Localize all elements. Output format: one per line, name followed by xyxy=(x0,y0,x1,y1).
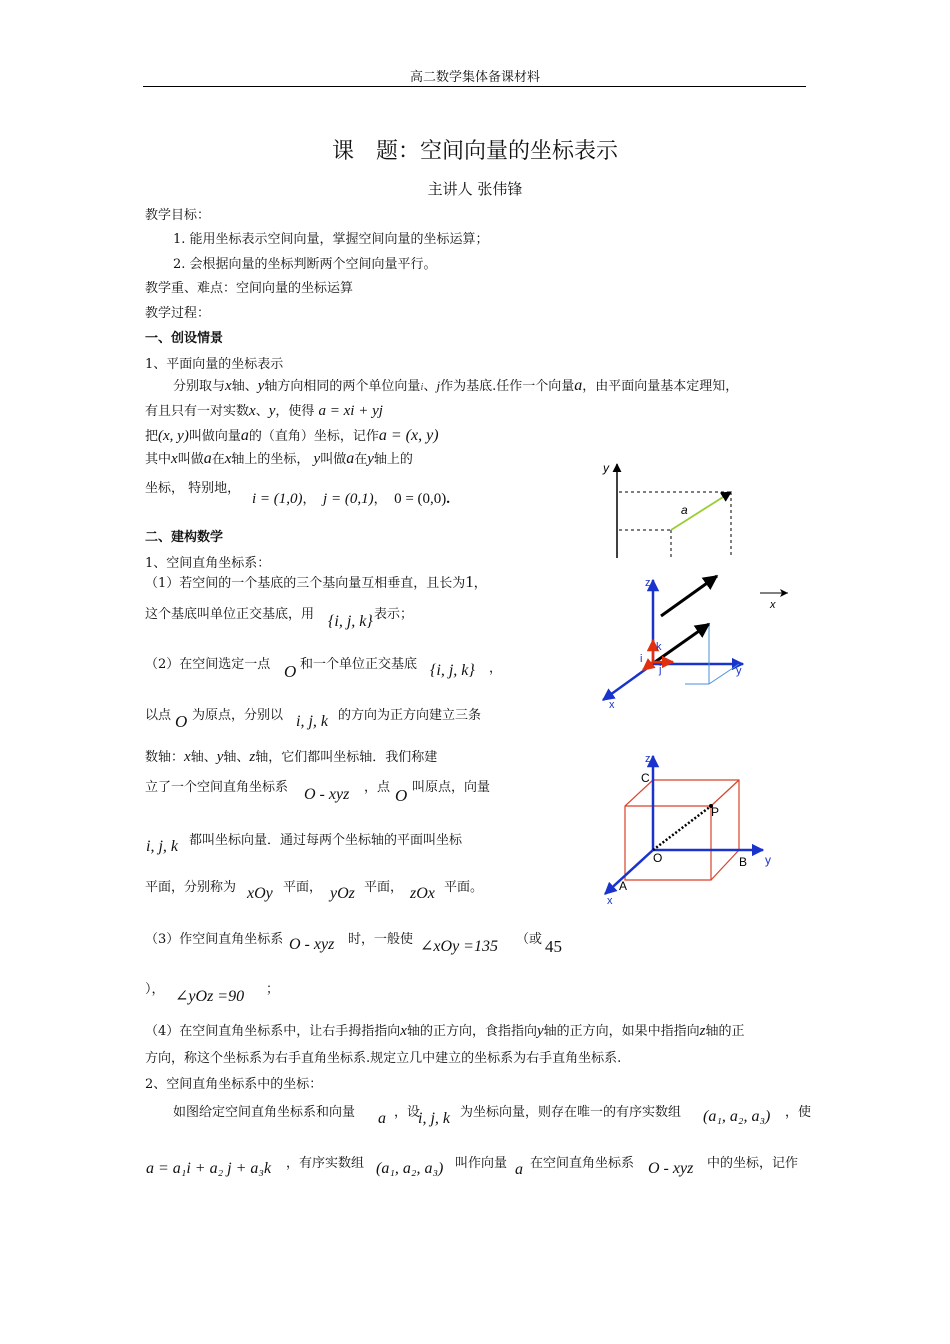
goal-item: 2. 会根据向量的坐标判断两个空间向量平行。 xyxy=(173,257,437,272)
paragraph-line: 中的坐标，记作 xyxy=(707,1156,799,1171)
vector xyxy=(655,624,709,662)
j-label: j xyxy=(659,664,662,676)
paragraph-line: （1）若空间的一个基底的三个基向量互相垂直，且长为1， xyxy=(145,572,487,591)
paragraph-line: 方向，称这个坐标系为右手直角坐标系.规定立几中建立的坐标系为右手直角坐标系. xyxy=(145,1051,622,1066)
B-label: B xyxy=(739,855,748,869)
i-label: i xyxy=(640,653,643,665)
key-points: 教学重、难点：空间向量的坐标运算 xyxy=(145,281,354,296)
coord-system-symbol: O - xyz xyxy=(648,1160,694,1177)
paragraph-line: 立了一个空间直角坐标系 xyxy=(145,780,289,795)
paragraph-line: 平面， xyxy=(364,880,404,895)
x-label: x xyxy=(770,599,776,611)
x-label: x xyxy=(607,895,613,907)
paragraph-line: ，使 xyxy=(785,1105,812,1120)
paragraph-line: （3）作空间直角坐标系 xyxy=(145,932,284,947)
paragraph-line: 时，一般使 xyxy=(348,932,414,947)
ijk-symbol: i, j, k xyxy=(418,1110,450,1127)
P-label: P xyxy=(711,805,720,819)
z-label: z xyxy=(645,577,651,589)
page-header: 高二数学集体备课材料 xyxy=(409,70,540,85)
paragraph-line: ）， xyxy=(145,982,165,997)
angle-expression: ∠xOy =135 xyxy=(420,938,498,955)
coord-system-symbol: O - xyz xyxy=(289,936,335,953)
paragraph-line: 以点 xyxy=(145,708,172,723)
y-label: y xyxy=(736,665,742,677)
paragraph-line: 这个基底叫单位正交基底，用 表示； xyxy=(145,607,414,622)
cube-edge xyxy=(711,850,739,880)
equation: a = (x, y) xyxy=(378,427,439,444)
C-label: C xyxy=(641,771,650,785)
ijk-symbol: i, j, k xyxy=(296,713,328,730)
basis-symbol: {i, j, k} xyxy=(328,613,373,630)
section-heading: 二、建构数学 xyxy=(145,530,224,545)
vector-op xyxy=(653,806,711,850)
subsection-heading: 1、平面向量的坐标表示 xyxy=(145,357,284,372)
paragraph-line: 和一个单位正交基底 xyxy=(300,657,418,672)
angle-expression: ∠yOz =90 xyxy=(175,988,245,1005)
angle-value: 45 xyxy=(545,937,562,956)
page-title: 课 题：空间向量的坐标表示 xyxy=(331,139,618,164)
vector-a xyxy=(671,492,731,530)
goals-label: 教学目标： xyxy=(145,208,211,223)
y-axis-label: y xyxy=(603,461,609,475)
cube-edge xyxy=(711,780,739,806)
paragraph-line: 的方向为正方向建立三条 xyxy=(338,708,482,723)
plane-symbol: zOx xyxy=(410,885,435,902)
subsection-heading: 2、空间直角坐标系中的坐标： xyxy=(145,1077,323,1092)
equation: a = xi + yj xyxy=(318,403,383,419)
basis-symbol: {i, j, k} xyxy=(430,662,475,679)
plane-symbol: yOz xyxy=(330,885,355,902)
paragraph-line: 都叫坐标向量．通过每两个坐标轴的平面叫坐标 xyxy=(189,833,463,848)
section-heading: 一、创设情景 xyxy=(145,331,224,346)
figure-cube xyxy=(595,748,795,908)
paragraph-line: （4）在空间直角坐标系中，让右手拇指指向x轴的正方向，食指指向y轴的正方向，如果中指指向z轴的正 xyxy=(145,1023,745,1039)
process-label: 教学过程： xyxy=(145,306,211,321)
paragraph-line: 如图给定空间直角坐标系和向量 xyxy=(173,1105,356,1120)
paragraph-line: 分别取与x轴、y轴方向相同的两个单位向量i、j作为基底.任作一个向量a，由平面向量基本定理知， xyxy=(173,377,739,394)
triple-symbol: (a₁, a₂, a₃) xyxy=(703,1108,771,1125)
paragraph-line: 其中x叫做a在x轴上的坐标， y叫做a在y轴上的 xyxy=(145,450,413,467)
plane-symbol: xOy xyxy=(247,885,273,902)
paragraph-line: 叫原点，向量 xyxy=(412,780,491,795)
figure-x-arrow xyxy=(758,588,792,612)
equation: a = a₁i + a₂ j + a₃k xyxy=(146,1160,272,1177)
paragraph-line: 平面，分别称为 xyxy=(145,880,237,895)
paragraph-line: 坐标， 特别地， xyxy=(145,481,241,496)
paragraph-line: 平面。 xyxy=(444,880,484,895)
origin-symbol: O xyxy=(175,712,188,731)
figure-plane-vector xyxy=(595,458,745,560)
O-label: O xyxy=(653,851,663,865)
paragraph-line: ，点 xyxy=(364,780,391,795)
paragraph-line: 平面， xyxy=(283,880,323,895)
origin-symbol: O xyxy=(395,786,408,805)
paragraph-line: （或 xyxy=(516,932,543,947)
paragraph-line: 把(x, y)叫做向量a的（直角）坐标，记作a = (x, y) xyxy=(145,427,439,444)
x-label: x xyxy=(609,699,615,711)
punct: ； xyxy=(266,982,280,997)
z-label: z xyxy=(645,753,651,765)
y-label: y xyxy=(765,853,771,867)
x-axis xyxy=(605,850,653,894)
vector xyxy=(661,576,717,616)
lecturer: 主讲人 张伟锋 xyxy=(427,180,523,198)
origin-symbol: O xyxy=(284,662,297,681)
paragraph-line: （2）在空间选定一点 xyxy=(145,657,271,672)
A-label: A xyxy=(619,879,628,893)
paragraph-line: ，有序实数组 xyxy=(286,1156,365,1171)
paragraph-line: 在空间直角坐标系 xyxy=(530,1156,635,1171)
header-rule xyxy=(143,86,806,87)
punct: ， xyxy=(489,661,503,676)
coord-system-symbol: O - xyz xyxy=(304,786,350,803)
subsection-heading: 1、空间直角坐标系： xyxy=(145,556,271,571)
vector-a-symbol: a xyxy=(515,1161,523,1178)
vector-a-symbol: a xyxy=(378,1110,386,1127)
k-label: k xyxy=(656,641,662,653)
vector-a-label: a xyxy=(681,503,688,517)
paragraph-line: 有且只有一对实数x、y，使得 a = xi + yj xyxy=(145,403,383,419)
ijk-symbol: i, j, k xyxy=(146,838,178,855)
projection-line xyxy=(709,664,739,684)
paragraph-line: 为原点，分别以 xyxy=(192,708,284,723)
paragraph-line: 叫作向量 xyxy=(455,1156,508,1171)
goal-item: 1. 能用坐标表示空间向量，掌握空间向量的坐标运算； xyxy=(173,232,489,247)
paragraph-line: ，设 xyxy=(394,1105,421,1120)
paragraph-line: 数轴：x轴、y轴、z轴，它们都叫坐标轴．我们称建 xyxy=(145,749,438,765)
equation: i = (1,0)， j = (0,1)， 0 = (0,0). xyxy=(252,491,451,507)
paragraph-line: 为坐标向量，则存在唯一的有序实数组 xyxy=(460,1105,682,1120)
triple-symbol: (a₁, a₂, a₃) xyxy=(376,1160,444,1177)
